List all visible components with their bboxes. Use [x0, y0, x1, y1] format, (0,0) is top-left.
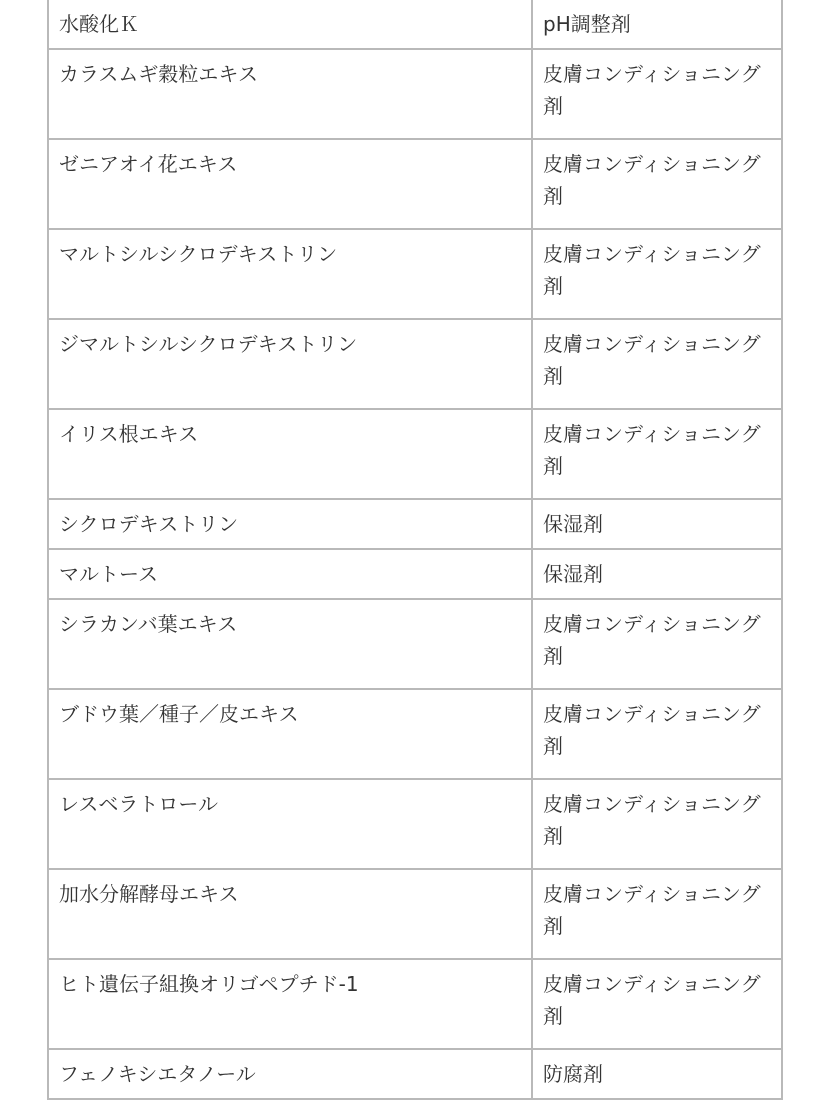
ingredient-function-cell: pH調整剤 [532, 0, 782, 49]
table-row [48, 0, 782, 49]
ingredients-table [47, 0, 783, 1100]
ingredient-name-cell: ジマルトシルシクロデキストリン [48, 319, 532, 409]
ingredient-function-cell: 皮膚コンディショニング剤 [532, 319, 782, 409]
ingredient-function-cell: 皮膚コンディショニング剤 [532, 229, 782, 319]
table-row [48, 499, 782, 549]
ingredient-name-cell: フェノキシエタノール [48, 1049, 532, 1099]
ingredient-function-cell: 皮膚コンディショニング剤 [532, 49, 782, 139]
ingredient-function-cell: 保湿剤 [532, 549, 782, 599]
table-row [48, 319, 782, 409]
ingredient-function-cell: 皮膚コンディショニング剤 [532, 779, 782, 869]
table-row [48, 409, 782, 499]
ingredient-function-cell: 防腐剤 [532, 1049, 782, 1099]
ingredient-function-cell: 皮膚コンディショニング剤 [532, 959, 782, 1049]
ingredient-name-cell: レスベラトロール [48, 779, 532, 869]
ingredient-name-cell: カラスムギ穀粒エキス [48, 49, 532, 139]
ingredient-name-cell: マルトース [48, 549, 532, 599]
ingredient-name-cell: マルトシルシクロデキストリン [48, 229, 532, 319]
table-row [48, 229, 782, 319]
ingredient-function-cell: 皮膚コンディショニング剤 [532, 139, 782, 229]
ingredient-name-cell: シクロデキストリン [48, 499, 532, 549]
table-row [48, 1049, 782, 1099]
table-row [48, 689, 782, 779]
table-row [48, 959, 782, 1049]
table-row [48, 779, 782, 869]
ingredient-function-cell: 皮膚コンディショニング剤 [532, 409, 782, 499]
ingredient-function-cell: 保湿剤 [532, 499, 782, 549]
table-row [48, 139, 782, 229]
ingredient-name-cell: ブドウ葉／種子／皮エキス [48, 689, 532, 779]
ingredient-name-cell: ゼニアオイ花エキス [48, 139, 532, 229]
ingredient-function-cell: 皮膚コンディショニング剤 [532, 869, 782, 959]
ingredient-name-cell: ヒト遺伝子組換オリゴペプチド-1 [48, 959, 532, 1049]
table-row [48, 49, 782, 139]
table-row [48, 599, 782, 689]
ingredient-function-cell: 皮膚コンディショニング剤 [532, 599, 782, 689]
ingredient-function-cell: 皮膚コンディショニング剤 [532, 689, 782, 779]
ingredient-name-cell: シラカンバ葉エキス [48, 599, 532, 689]
table-row [48, 869, 782, 959]
ingredient-name-cell: イリス根エキス [48, 409, 532, 499]
ingredient-name-cell: 加水分解酵母エキス [48, 869, 532, 959]
ingredient-name-cell: 水酸化Ｋ [48, 0, 532, 49]
table-row [48, 549, 782, 599]
